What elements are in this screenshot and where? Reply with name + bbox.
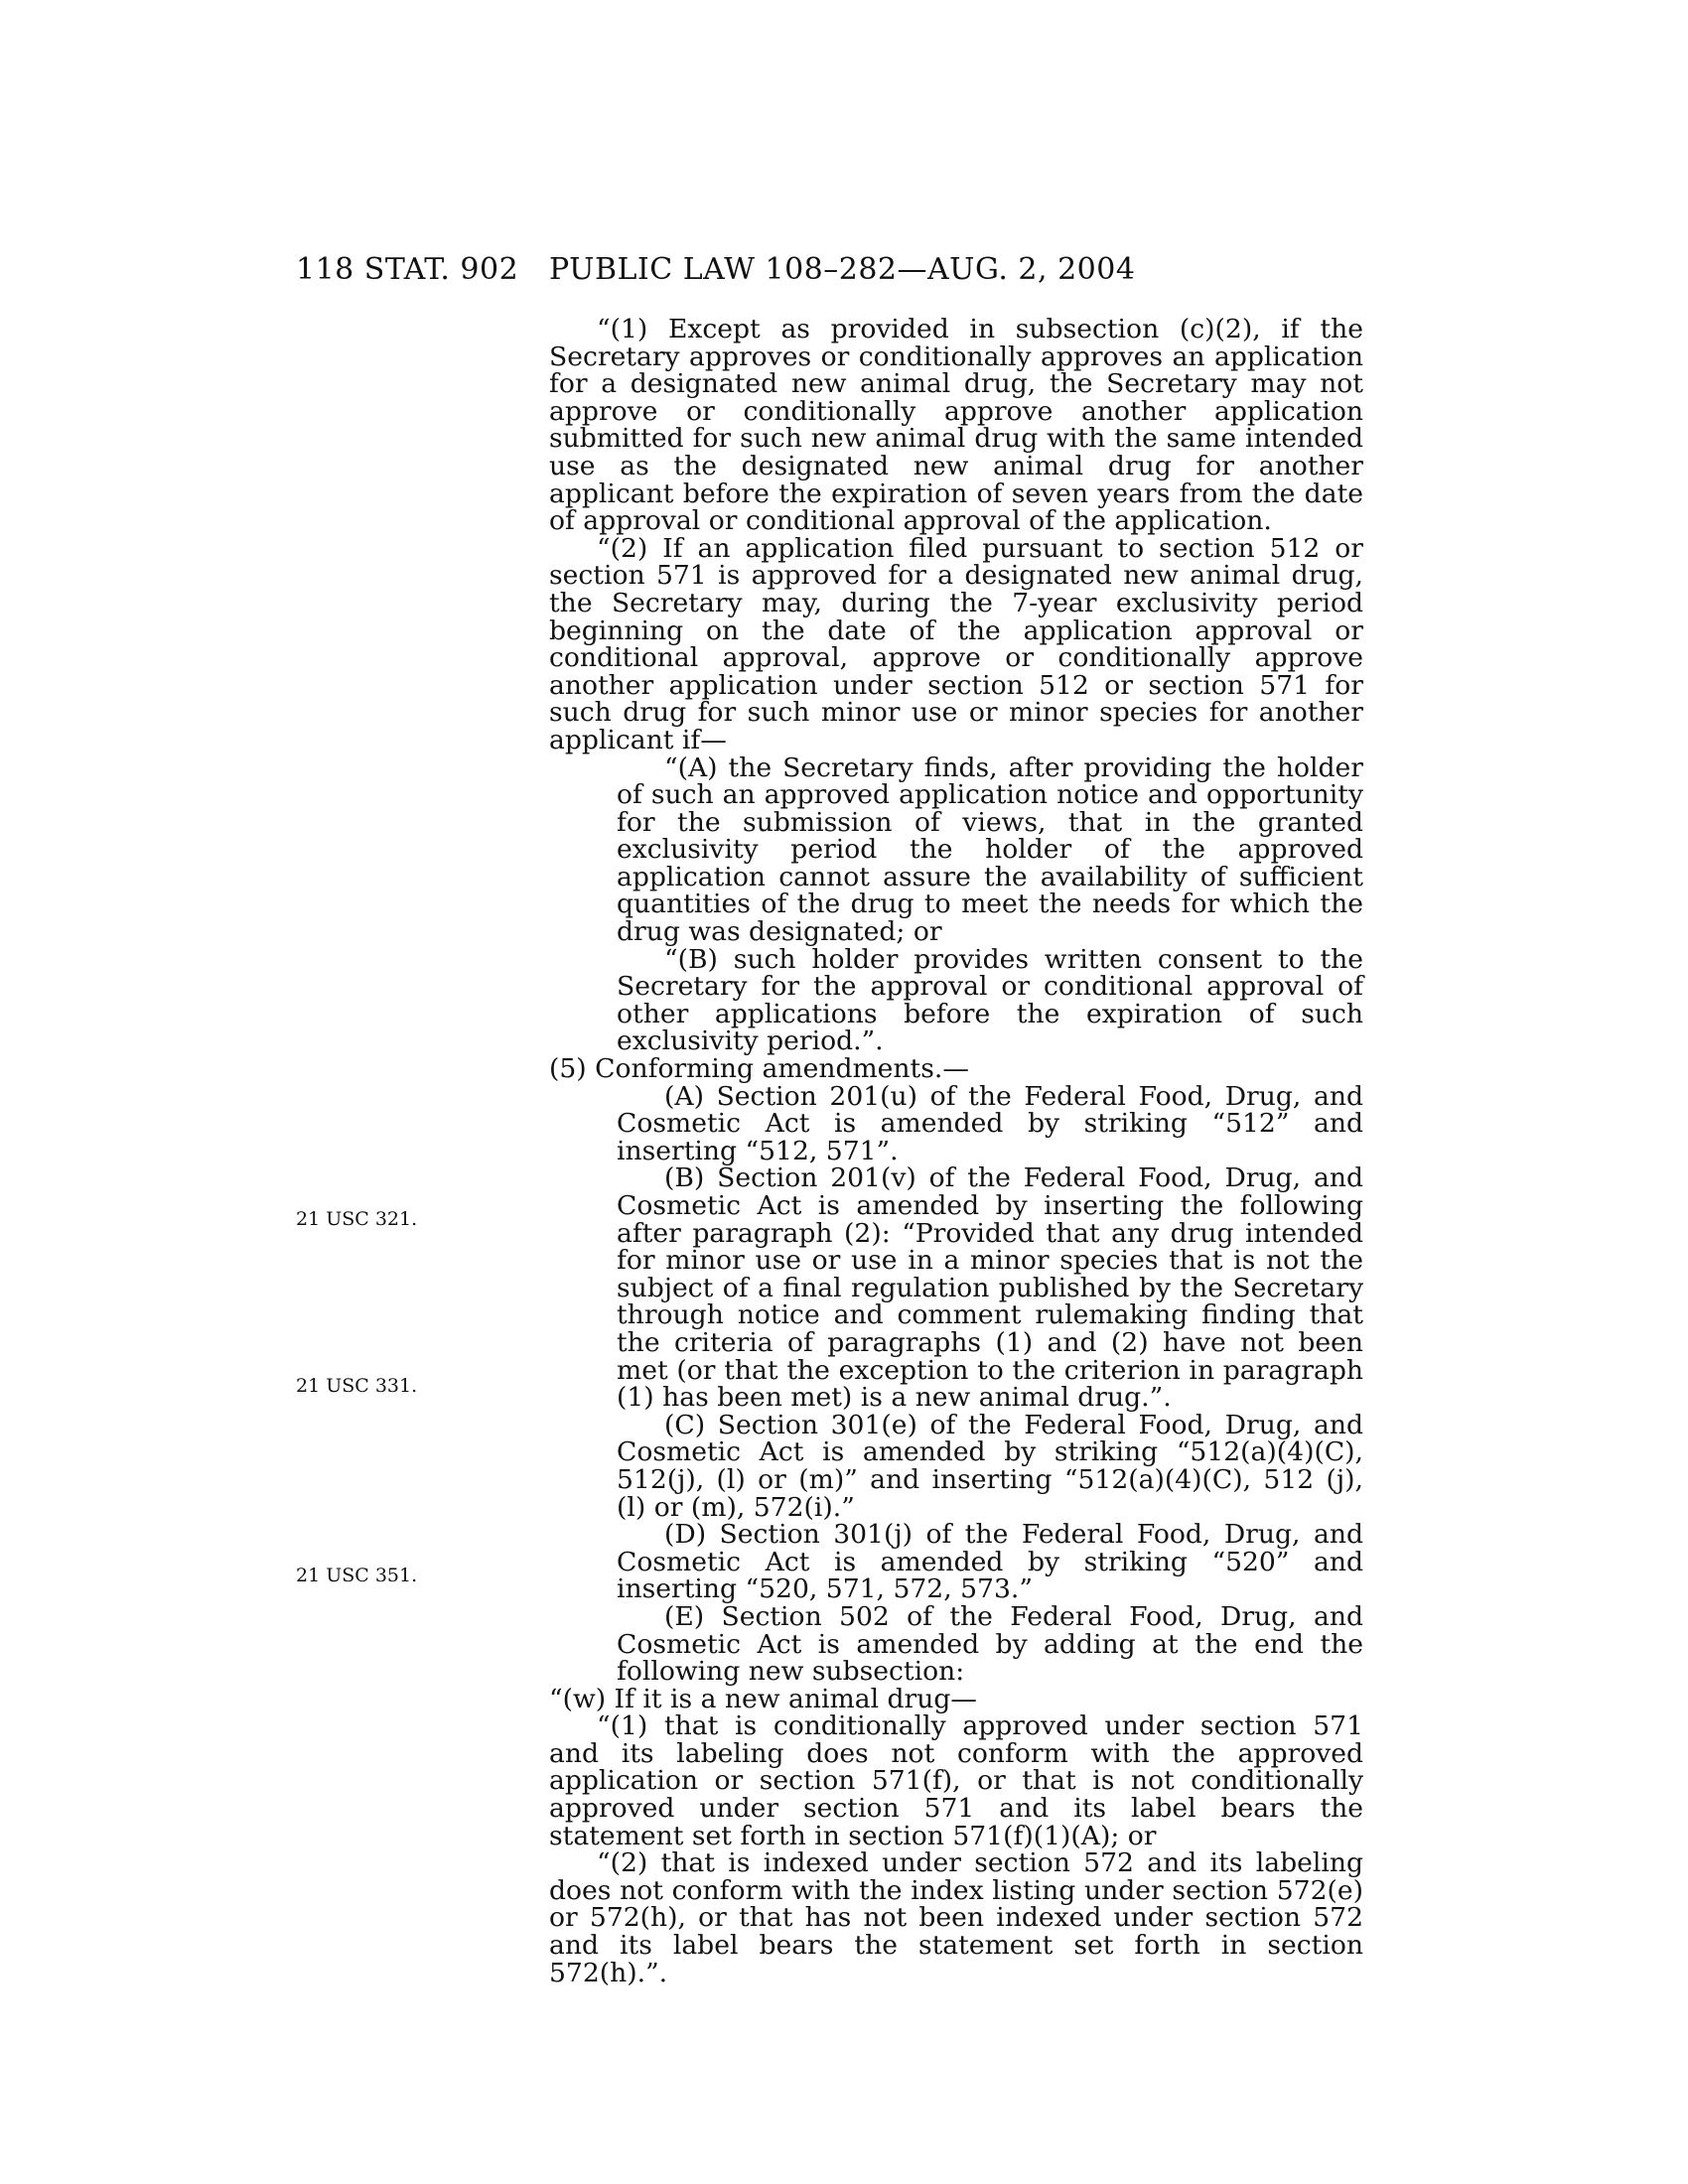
margin-note-usc-321: 21 USC 321.	[296, 1208, 418, 1230]
page-stat-number: 118 STAT. 902	[296, 252, 519, 287]
paragraph-2-approval-during-exclusivity: “(2) If an application filed pursuant to section 512 or section 571 is approved for a designated new animal drug, the Secretary may, during the 7-year exclusivity period beginning on the date of the application approval or conditional approval, approve or conditionally approve another application under section 512 or section 571 for such drug for such minor use or minor species for another applicant if—	[549, 532, 1363, 755]
page-running-title: PUBLIC LAW 108–282—AUG. 2, 2004	[549, 252, 1136, 287]
heading-conforming-amendments: (5) Conforming amendments.—	[549, 1053, 969, 1085]
subsection-w-intro: “(w) If it is a new animal drug—	[549, 1683, 978, 1714]
subsection-w-paragraph-1: “(1) that is conditionally approved under section 571 and its labeling does not conform with the approved application or section 571(f), or that is not conditionally approved under section 571 and its label bears the statement set forth in section 571(f)(1)(A); or	[549, 1710, 1363, 1851]
subsection-w-paragraph-2: “(2) that is indexed under section 572 and its labeling does not conform with the index listing under section 572(e) or 572(h), or that has not been indexed under section 572 and its label bears the statement set forth in section 572(h).”.	[549, 1847, 1363, 1988]
subparagraph-b-written-consent: “(B) such holder provides written consent to the Secretary for the approval or conditional approval of other applications before the expiration of such exclusivity period.”.	[617, 943, 1363, 1057]
paragraph-1-exclusive-marketing: “(1) Except as provided in subsection (c)(2), if the Secretary approves or conditionally approves an application for a designated new animal drug, the Secretary may not approve or conditionally approve another application submitted for such new animal drug with the same intended use as the designated new animal drug for another applicant before the expiration of seven years from the date of approval or conditional approval of the application.	[549, 314, 1363, 537]
document-body	[549, 316, 1363, 1986]
amendment-b-section-201v: (B) Section 201(v) of the Federal Food, Drug, and Cosmetic Act is amended by inserting the following after paragraph (2): “Provided that any drug intended for minor use or use in a minor species that is not the subject of a final regulation published by the Secretary through notice and comment rulemaking finding that the criteria of paragraphs (1) and (2) have not been met (or that the exception to the criterion in paragraph (1) has been met) is a new animal drug.”.	[617, 1162, 1363, 1414]
subparagraph-a-insufficient-quantities: “(A) the Secretary finds, after providing the holder of such an approved application notice and opportunity for the submission of views, that in the granted exclusivity period the holder of the approved application cannot assure the availability of sufficient quantities of the drug to meet the needs for which the drug was designated; or	[617, 751, 1363, 948]
amendment-c-section-301e: (C) Section 301(e) of the Federal Food, Drug, and Cosmetic Act is amended by striking “512(a)(4)(C), 512(j), (l) or (m)” and inserting “512(a)(4)(C), 512 (j), (l) or (m), 572(i).”	[617, 1409, 1363, 1523]
amendment-e-section-502: (E) Section 502 of the Federal Food, Drug, and Cosmetic Act is amended by adding at the end the following new subsection:	[617, 1600, 1363, 1688]
amendment-a-section-201u: (A) Section 201(u) of the Federal Food, Drug, and Cosmetic Act is amended by striking “512” and inserting “512, 571”.	[617, 1080, 1363, 1166]
margin-note-usc-331: 21 USC 331.	[296, 1375, 418, 1397]
margin-note-usc-351: 21 USC 351.	[296, 1565, 418, 1586]
amendment-d-section-301j: (D) Section 301(j) of the Federal Food, Drug, and Cosmetic Act is amended by striking “520” and inserting “520, 571, 572, 573.”	[617, 1519, 1363, 1605]
